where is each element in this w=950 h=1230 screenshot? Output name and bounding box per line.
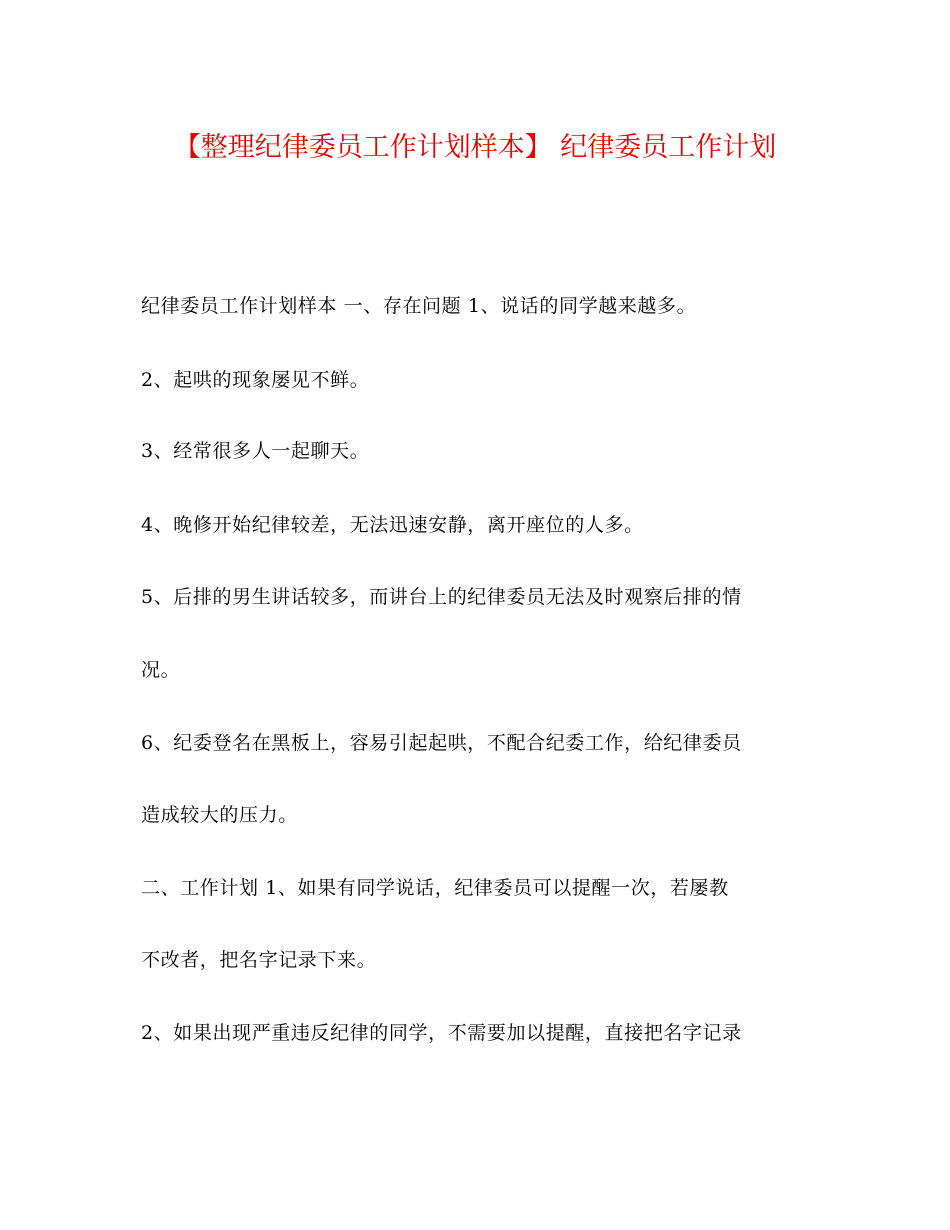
body-line: 3、经常很多人一起聊天。	[141, 440, 370, 462]
body-line: 4、晚修开始纪律较差，无法迅速安静，离开座位的人多。	[141, 514, 644, 536]
document-title: 【整理纪律委员工作计划样本】 纪律委员工作计划	[173, 132, 777, 163]
body-line: 二、工作计划 1、如果有同学说话，纪律委员可以提醒一次，若屡教	[141, 877, 729, 899]
body-line: 造成较大的压力。	[141, 804, 298, 826]
body-line: 纪律委员工作计划样本 一、存在问题 1、说话的同学越来越多。	[141, 295, 697, 317]
body-line: 2、如果出现严重违反纪律的同学，不需要加以提醒，直接把名字记录	[141, 1022, 742, 1044]
body-line: 不改者，把名字记录下来。	[141, 949, 377, 971]
body-line: 5、后排的男生讲话较多，而讲台上的纪律委员无法及时观察后排的情	[141, 586, 742, 608]
body-line: 6、纪委登名在黑板上，容易引起起哄，不配合纪委工作，给纪律委员	[141, 732, 742, 754]
body-line: 2、起哄的现象屡见不鲜。	[141, 369, 370, 391]
body-line: 况。	[141, 659, 181, 681]
